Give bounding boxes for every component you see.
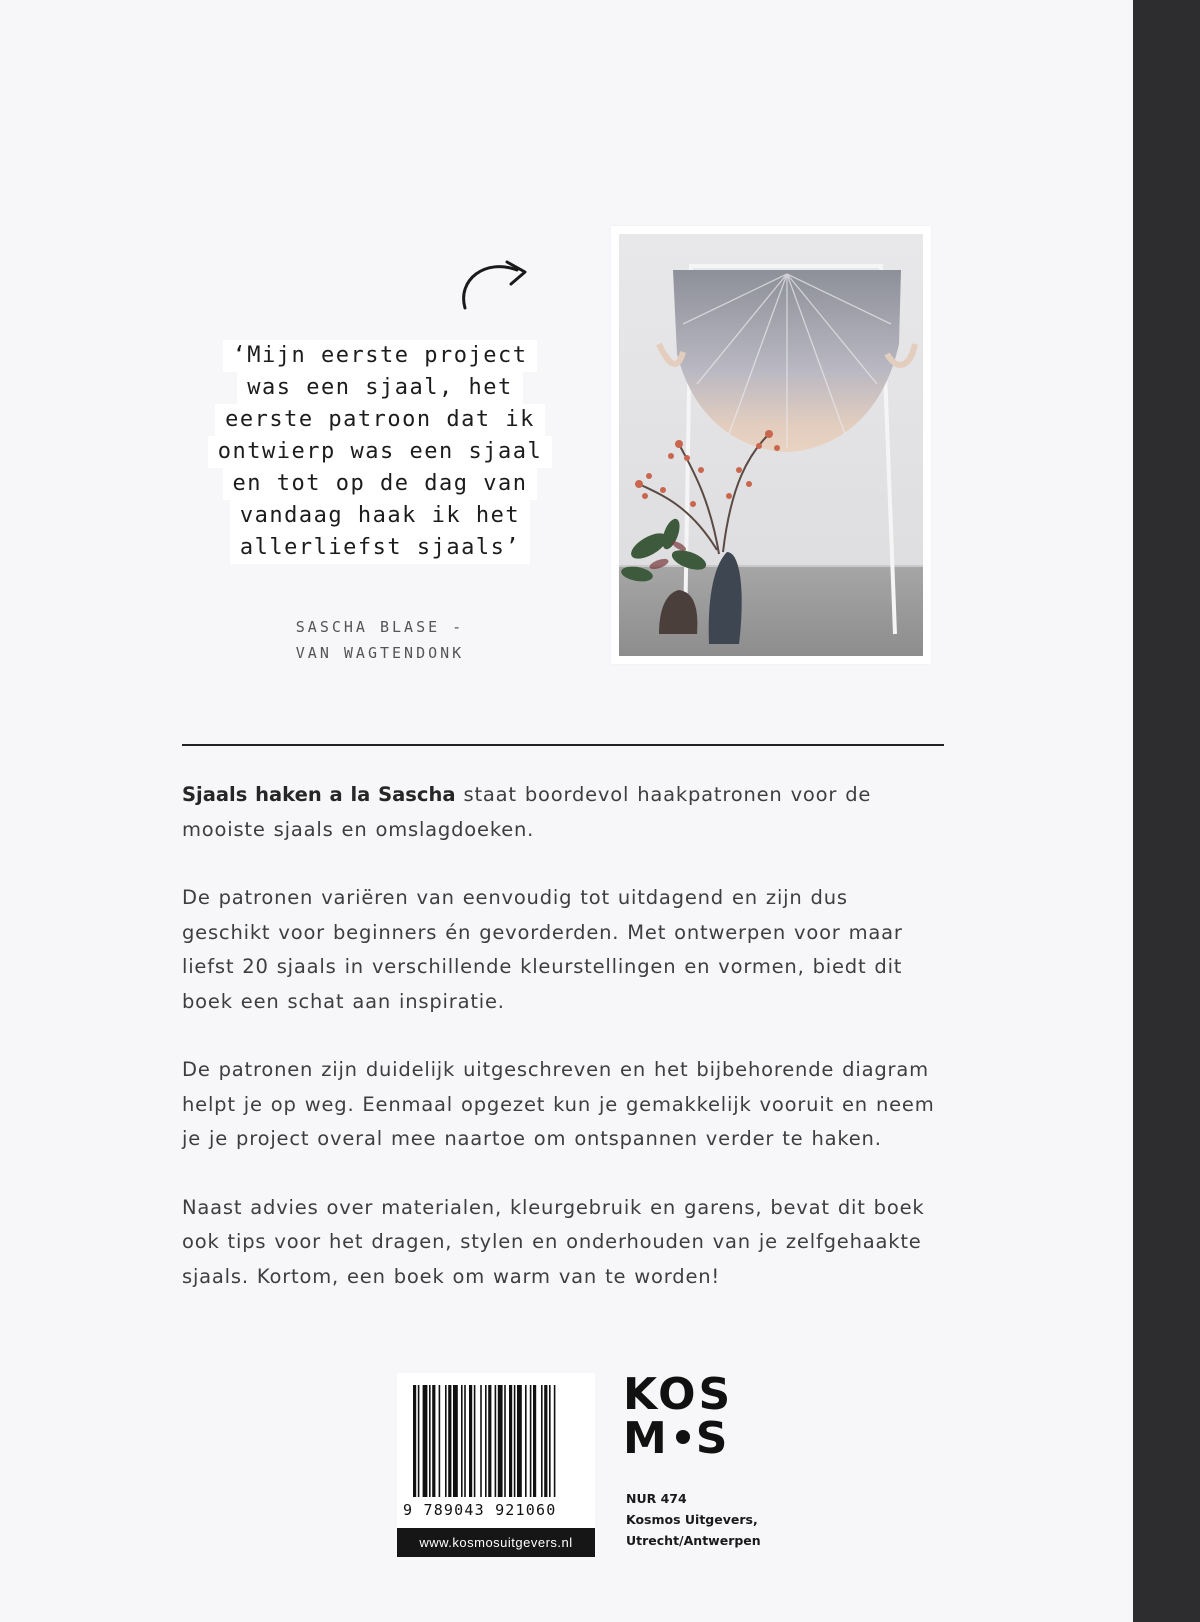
quote-author [250,614,510,666]
barcode-bar [480,1385,482,1497]
description-paragraph-1 [182,778,942,847]
barcode-bar [554,1385,556,1497]
barcode-bar [474,1385,476,1497]
quote-line: was een sjaal, het [237,372,522,404]
quote-line: eerste patroon dat ik [215,404,545,436]
barcode-bar [533,1385,536,1497]
barcode-bar [453,1385,458,1497]
section-divider [182,744,944,746]
barcode-bar [448,1385,451,1497]
barcode-bar [429,1385,431,1497]
description-paragraph-3: De patronen zijn duidelijk uitgeschreven en het bijbehorende diagram helpt je op weg. Eenmaal opgezet kun je gemakkelijk vooruit en neem je je project overal mee naartoe om ontspannen verder te haken. [182,1058,935,1150]
isbn-digits: 9 789043 921060 [403,1501,557,1519]
barcode-bar [488,1385,491,1497]
barcode-bar [461,1385,463,1497]
barcode-bar [418,1385,420,1497]
barcode-bar [498,1385,503,1497]
book-spine [1133,0,1200,1622]
barcode-bar [509,1385,512,1497]
logo-dot-icon [676,1430,690,1444]
book-description [182,778,942,1328]
author-line-1: SASCHA BLASE - [295,618,465,636]
barcode-bar [514,1385,516,1497]
barcode-bar [445,1385,447,1497]
description-paragraph-2: De patronen variëren van eenvoudig tot uitdagend en zijn dus geschikt voor beginners én gevorderden. Met ontwerpen voor maar liefst 20 sjaals in verschillende kleurstellingen en vormen, biedt dit boek een schat aan inspiratie. [182,886,903,1013]
publisher-city: Utrecht/Antwerpen [626,1533,761,1548]
isbn-barcode [397,1373,595,1557]
barcode-bar [413,1385,416,1497]
quote-line: allerliefst sjaals’ [230,532,530,564]
barcode-bar [530,1385,532,1497]
logo-letter: S [695,1413,731,1464]
barcode-bar [469,1385,472,1497]
barcode-bars [397,1373,595,1503]
paragraph-text: staat boordevol haakpatronen voor de mooiste sjaals en omslagdoeken. [182,783,872,841]
publisher-url[interactable]: www.kosmosuitgevers.nl [397,1528,595,1557]
publisher-info [626,1488,761,1551]
nur-code: NUR 474 [626,1491,687,1506]
barcode-bar [432,1385,435,1497]
curved-arrow-icon [455,250,545,312]
quote-line: vandaag haak ik het [230,500,530,532]
kosmos-logo [623,1369,734,1464]
logo-line-2 [623,1413,733,1464]
barcode-bar [485,1385,487,1497]
description-paragraph-4: Naast advies over materialen, kleurgebruik en garens, bevat dit boek ook tips voor het dragen, stylen en onderhouden van je zelfgehaakte sjaals. Kortom, een boek om warm van te worden! [182,1195,925,1288]
logo-line-1: KOS [623,1369,734,1420]
quote-line: ontwierp was een sjaal [208,436,552,468]
logo-letter: M [623,1413,670,1464]
barcode-bar [525,1385,527,1497]
barcode-bar [541,1385,543,1497]
quote-line: ‘Mijn eerste project [223,340,538,372]
barcode-bar [517,1385,522,1497]
barcode-bar [504,1385,506,1497]
author-line-2: VAN WAGTENDONK [295,644,465,662]
book-title: Sjaals haken a la Sascha [182,783,456,806]
shawl-photo [619,234,923,656]
publisher-name: Kosmos Uitgevers, [626,1512,758,1527]
quote-line: en tot op de dag van [223,468,538,500]
barcode-bar [423,1385,428,1497]
barcode-bar [464,1385,466,1497]
barcode-bar [495,1385,497,1497]
pull-quote [200,340,560,564]
barcode-bar [549,1385,551,1497]
barcode-bar [439,1385,441,1497]
shawl-photo-frame [611,226,931,664]
barcode-bar [544,1385,547,1497]
